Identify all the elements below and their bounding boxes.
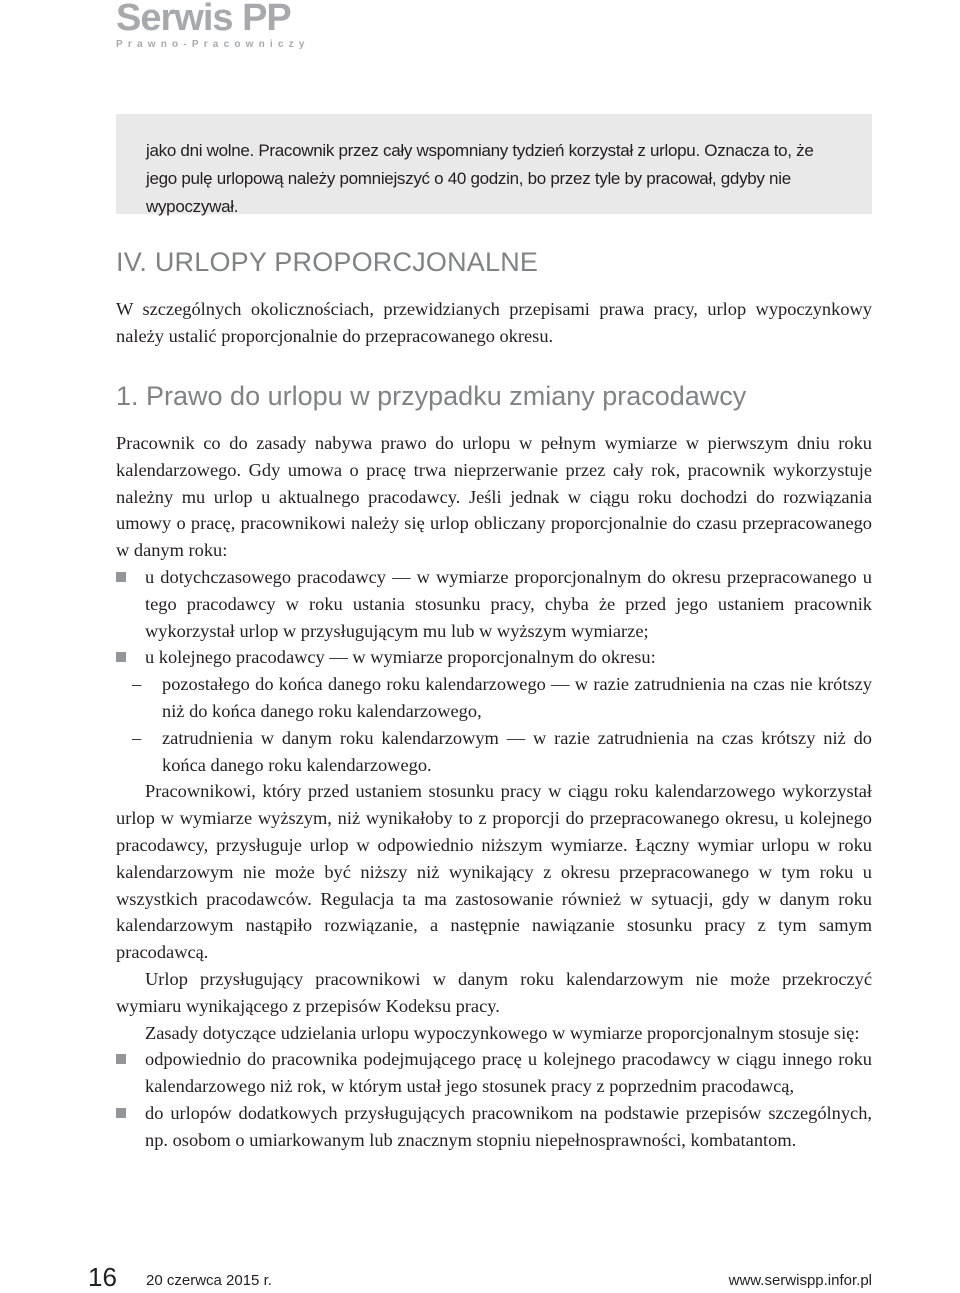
paragraph-2: Pracownikowi, który przed ustaniem stosunku pracy w ciągu roku kalendarzowego wykorzystał urlop w wymiarze wyższym, niż wynikałoby to z proporcji do przepracowanego okresu, u kolejnego pracodawcy, przysługuje urlop w odpowiednio niższym wymiarze. Łączny wymiar urlopu w roku kalendarzowym nie może być niższy niż wynikający z okresu przepracowanego w tym roku u wszystkich pracodawców. Regulacja ta ma zastosowanie również w sytuacji, gdy w danym roku kalendarzowym nastąpiło rozwiązanie, a następnie nawiązanie stosunku pracy z tym samym pracodawcą. bbox=[116, 781, 872, 963]
square-bullet-icon bbox=[116, 572, 126, 582]
subsection-body bbox=[116, 430, 872, 1154]
square-bullet-icon bbox=[116, 1108, 126, 1118]
section-intro-block bbox=[116, 296, 872, 350]
list-item: u dotychczasowego pracodawcy — w wymiarze proporcjonalnym do okresu przepracowanego u tego pracodawcy w roku ustania stosunku pracy, chyba że przed jego ustaniem pracownik wykorzystał urlop w przysługującym mu lub w wyższym wymiarze; bbox=[116, 564, 872, 644]
list-item: odpowiednio do pracownika podejmującego pracę u kolejnego pracodawcy w ciągu innego roku kalendarzowego niż rok, w którym ustał jego stosunek pracy z poprzednim pracodawcą, bbox=[116, 1046, 872, 1100]
section-title: IV. URLOPY PROPORCJONALNE bbox=[116, 247, 539, 277]
example-note-box bbox=[116, 114, 872, 214]
paragraph-3: Urlop przysługujący pracownikowi w danym roku kalendarzowym nie może przekroczyć wymiaru wynikającego z przepisów Kodeksu pracy. bbox=[116, 968, 872, 1016]
note-text: jako dni wolne. Pracownik przez cały wspomniany tydzień korzystał z urlopu. Oznacza to, że jego pulę urlopową należy pomniejszyć o 40 godzin, bo przez tyle by pracował, gdyby nie wypoczywał. bbox=[146, 141, 814, 216]
subsection-title: 1. Prawo do urlopu w przypadku zmiany pracodawcy bbox=[116, 381, 747, 411]
dash-list-item: – pozostałego do końca danego roku kalendarzowego — w razie zatrudnienia na czas nie krótszy niż do końca danego roku kalendarzowego, bbox=[116, 671, 872, 725]
logo-subtitle: Prawno-Pracowniczy bbox=[116, 39, 310, 50]
paragraph-4: Zasady dotyczące udzielania urlopu wypoczynkowego w wymiarze proporcjonalnym stosuje się: bbox=[145, 1022, 860, 1043]
logo-title: Serwis PP bbox=[116, 0, 291, 39]
dash-bullet-icon: – bbox=[132, 674, 142, 695]
dash-list-item: – zatrudnienia w danym roku kalendarzowym — w razie zatrudnienia na czas krótszy niż do końca danego roku kalendarzowego. bbox=[116, 725, 872, 779]
publication-logo bbox=[116, 0, 310, 50]
square-bullet-icon bbox=[116, 652, 126, 662]
square-bullet-icon bbox=[116, 1054, 126, 1064]
issue-date: 20 czerwca 2015 r. bbox=[146, 1272, 272, 1289]
paragraph-1: Pracownik co do zasady nabywa prawo do urlopu w pełnym wymiarze w pierwszym dniu roku kalendarzowego. Gdy umowa o pracę trwa nieprzerwanie przez cały rok, pracownik wykorzystuje należny mu urlop u aktualnego pracodawcy. Jeśli jednak w ciągu roku dochodzi do rozwiązania umowy o pracę, pracownikowi należy się urlop obliczany proporcjonalnie do czasu przepracowanego w danym roku: bbox=[116, 433, 872, 561]
page-number: 16 bbox=[88, 1262, 117, 1292]
section-intro: W szczególnych okolicznościach, przewidzianych przepisami prawa pracy, urlop wypoczynkowy należy ustalić proporcjonalnie do przepracowanego okresu. bbox=[116, 299, 872, 346]
list-item: u kolejnego pracodawcy — w wymiarze proporcjonalnym do okresu: bbox=[116, 644, 872, 671]
dash-bullet-icon: – bbox=[132, 727, 142, 748]
list-item: do urlopów dodatkowych przysługujących pracownikom na podstawie przepisów szczególnych, np. osobom o umiarkowanym lub znacznym stopniu niepełnosprawności, kombatantom. bbox=[116, 1100, 872, 1154]
website-link[interactable]: www.serwispp.infor.pl bbox=[728, 1272, 872, 1289]
